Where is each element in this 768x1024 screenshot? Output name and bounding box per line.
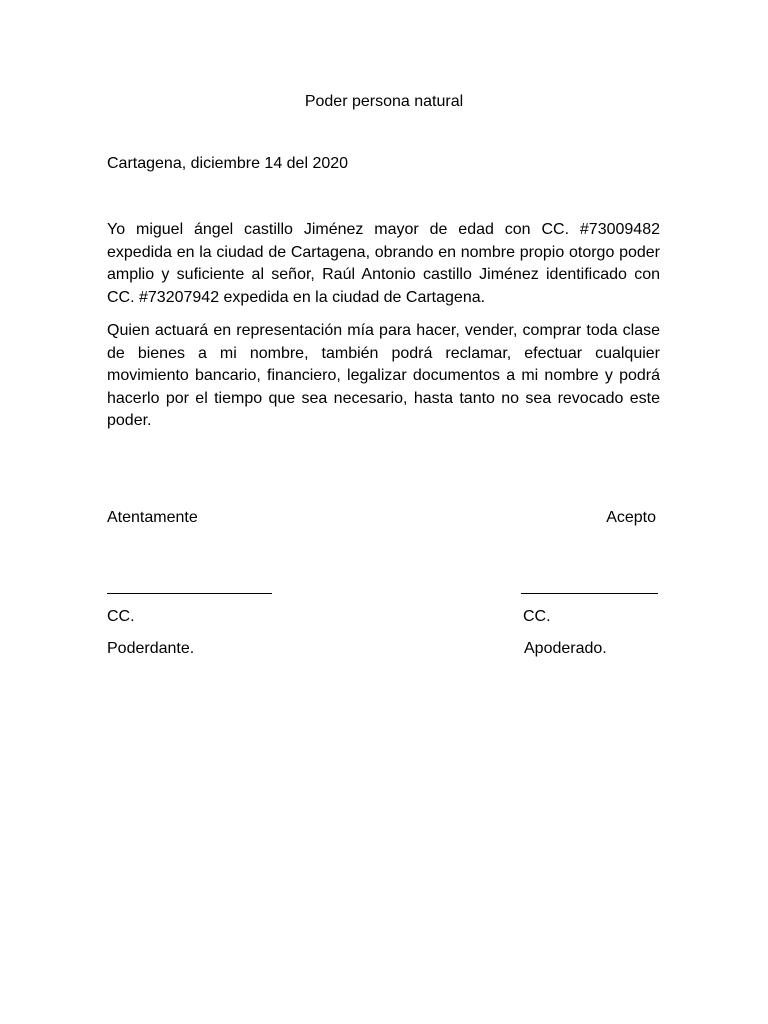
role-poderdante: Poderdante.: [107, 640, 195, 657]
closing-acepto: Acepto: [606, 509, 656, 526]
closing-atentamente: Atentamente: [107, 509, 198, 526]
role-apoderado: Apoderado.: [524, 640, 607, 657]
body-paragraph-1: Yo miguel ángel castillo Jiménez mayor de edad con CC. #73009482 expedida en la ciudad de Cartagena, obrando en nombre propio otorgo poder amplio y suficiente al señor, Raúl Antonio castillo Jiménez identificado con CC. #73207942 expedida en la ciudad de Cartagena.: [107, 221, 660, 306]
signature-line-apoderado: [521, 593, 658, 594]
cc-label-poderdante: CC.: [107, 608, 135, 625]
signature-line-poderdante: [107, 593, 272, 594]
cc-label-apoderado: CC.: [523, 608, 551, 625]
body-paragraph-2: Quien actuará en representación mía para hacer, vender, comprar toda clase de bienes a mi nombre, también podrá reclamar, efectuar cualquier movimiento bancario, financiero, legalizar documentos a mi nombre y podrá hacerlo por el tiempo que sea necesario, hasta tanto no sea revocado este poder.: [107, 322, 660, 430]
document-title: Poder persona natural: [304, 93, 464, 110]
date-line: Cartagena, diciembre 14 del 2020: [107, 155, 349, 172]
